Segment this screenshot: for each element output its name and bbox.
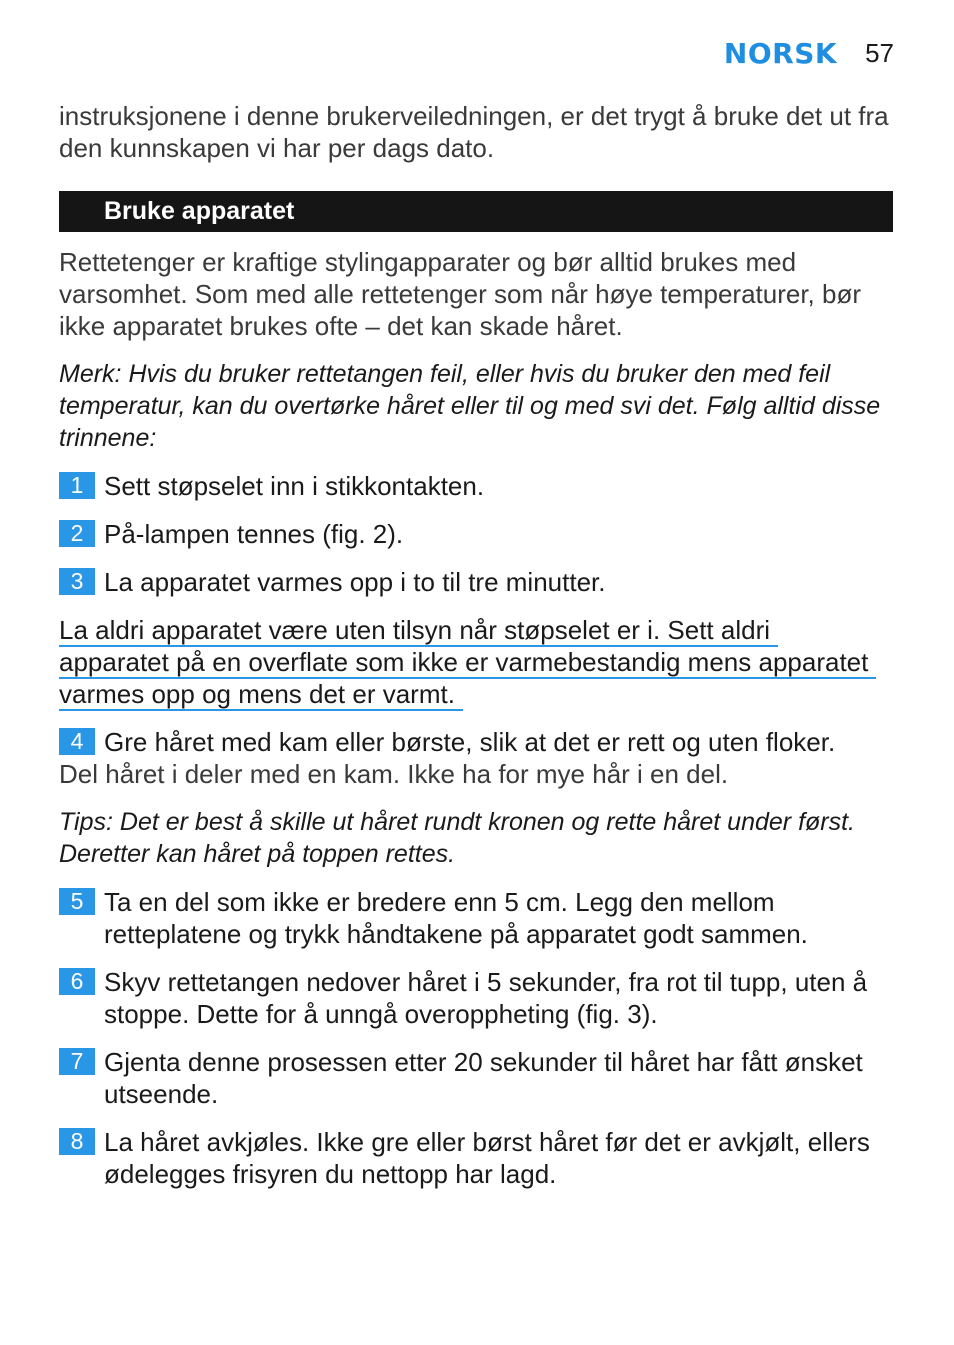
note-text: Merk: Hvis du bruker rettetangen feil, eller hvis du bruker den med feil temperatur, kan du overtørke håret eller til og med svi det. Følg alltid disse trinnene: bbox=[59, 360, 881, 452]
step-4 bbox=[59, 726, 893, 758]
warning-line: varmes opp og mens det er varmt. bbox=[59, 679, 463, 711]
step-3 bbox=[59, 566, 893, 598]
step-text: Ta en del som ikke er bredere enn 5 cm. Legg den mellom retteplatene og trykk håndtakene på apparatet godt sammen. bbox=[104, 887, 808, 949]
step-1 bbox=[59, 470, 893, 502]
step-number-badge: 6 bbox=[59, 968, 95, 995]
step-2 bbox=[59, 518, 893, 550]
warning-block bbox=[59, 614, 893, 710]
step-text: Sett støpselet inn i stikkontakten. bbox=[104, 471, 485, 501]
language-label: NORSK bbox=[723, 36, 838, 70]
step-text: Gjenta denne prosessen etter 20 sekunder til håret har fått ønsket utseende. bbox=[104, 1047, 863, 1109]
step-6 bbox=[59, 966, 893, 1030]
step-text: Gre håret med kam eller børste, slik at det er rett og uten floker. bbox=[104, 727, 836, 757]
step-number-badge: 2 bbox=[59, 520, 95, 547]
section-heading: Bruke apparatet bbox=[59, 191, 893, 232]
step-8 bbox=[59, 1126, 893, 1190]
step-7 bbox=[59, 1046, 893, 1110]
step-number-badge: 4 bbox=[59, 728, 95, 755]
section-intro: Rettetenger er kraftige stylingapparater og bør alltid brukes med varsomhet. Som med alle rettetenger som når høye temperaturer, bør ikke apparatet brukes ofte – det kan skade håret. bbox=[59, 247, 862, 341]
page-header bbox=[724, 36, 894, 70]
step-number-badge: 5 bbox=[59, 888, 95, 915]
warning-line: La aldri apparatet være uten tilsyn når støpselet er i. Sett aldri bbox=[59, 615, 778, 647]
tip-text: Tips: Det er best å skille ut håret rundt kronen og rette håret under først. Deretter kan håret på toppen rettes. bbox=[59, 808, 855, 868]
step-number-badge: 1 bbox=[59, 472, 95, 499]
step-text: La håret avkjøles. Ikke gre eller børst håret før det er avkjølt, ellers ødelegges frisyren du nettopp har lagd. bbox=[104, 1127, 870, 1189]
intro-continuation: instruksjonene i denne brukerveiledningen, er det trygt å bruke det ut fra den kunnskapen vi har per dags dato. bbox=[59, 101, 889, 163]
step-number-badge: 8 bbox=[59, 1128, 95, 1155]
step-text: På-lampen tennes (fig. 2). bbox=[104, 519, 404, 549]
step-text: La apparatet varmes opp i to til tre minutter. bbox=[104, 567, 606, 597]
step-5 bbox=[59, 886, 893, 950]
page-number: 57 bbox=[865, 37, 894, 68]
warning-line: apparatet på en overflate som ikke er varmebestandig mens apparatet bbox=[59, 647, 876, 679]
step-number-badge: 7 bbox=[59, 1048, 95, 1075]
step-text: Skyv rettetangen nedover håret i 5 sekunder, fra rot til tupp, uten å stoppe. Dette for å unngå overoppheting (fig. 3). bbox=[104, 967, 868, 1029]
step-number-badge: 3 bbox=[59, 568, 95, 595]
page-content bbox=[59, 100, 893, 1190]
step-4-detail: Del håret i deler med en kam. Ikke ha for mye hår i en del. bbox=[59, 759, 729, 789]
